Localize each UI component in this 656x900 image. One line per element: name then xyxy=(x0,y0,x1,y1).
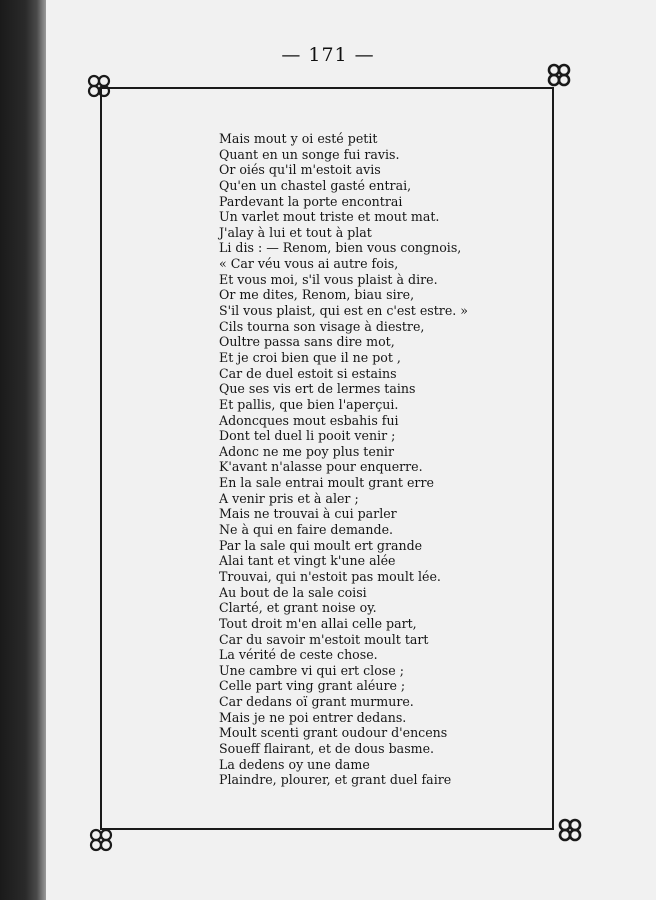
verse-line: La vérité de ceste chose. xyxy=(219,647,378,663)
verse-line: Tout droit m'en allai celle part, xyxy=(219,615,417,631)
verse-line: Au bout de la sale coisi xyxy=(219,584,367,600)
verse-line: Car de duel estoit si estains xyxy=(219,365,397,381)
verse-line: Mais ne trouvai à cui parler xyxy=(219,506,397,522)
verse-line: Clarté, et grant noise oy. xyxy=(219,600,377,616)
verse-line: Li dis : — Renom, bien vous congnois, xyxy=(219,240,462,256)
verse-line: A venir pris et à aler ; xyxy=(219,490,359,506)
verse-line: Or oiés qu'il m'estoit avis xyxy=(219,162,381,178)
verse-line: Soueff flairant, et de dous basme. xyxy=(219,740,435,756)
corner-ornament-top-right-icon xyxy=(546,62,572,88)
verse-line: Et vous moi, s'il vous plaist à dire. xyxy=(219,271,438,287)
verse-line: Que ses vis ert de lermes tains xyxy=(219,381,416,397)
verse-line: Un varlet mout triste et mout mat. xyxy=(219,209,440,225)
verse-line: Celle part ving grant aléure ; xyxy=(219,678,406,694)
verse-line: Quant en un songe fui ravis. xyxy=(219,146,400,162)
verse-line: Car du savoir m'estoit moult tart xyxy=(219,631,429,647)
verse-line: S'il vous plaist, qui est en c'est estre. » xyxy=(219,303,468,319)
verse-line: Or me dites, Renom, biau sire, xyxy=(219,287,415,303)
verse-line: Et pallis, que bien l'aperçui. xyxy=(219,396,399,412)
verse-line: Pardevant la porte encontrai xyxy=(219,193,403,209)
verse-line: Car dedans oï grant murmure. xyxy=(219,694,414,710)
verse-line: Une cambre vi qui ert close ; xyxy=(219,662,404,678)
verse-line: Adonc ne me poy plus tenir xyxy=(219,443,394,459)
page-number: — 171 — xyxy=(281,44,375,66)
verse-line: Trouvai, qui n'estoit pas moult lée. xyxy=(219,568,441,584)
verse-line: K'avant n'alasse pour enquerre. xyxy=(219,459,423,475)
corner-ornament-bottom-left-icon xyxy=(88,827,114,853)
verse-line: La dedens oy une dame xyxy=(219,756,370,772)
verse-line: J'alay à lui et tout à plat xyxy=(219,224,372,240)
verse-line: Cils tourna son visage à diestre, xyxy=(219,318,425,334)
verse-line: « Car véu vous ai autre fois, xyxy=(219,256,399,272)
verse-line: Moult scenti grant oudour d'encens xyxy=(219,725,448,741)
verse-line: Et je croi bien que il ne pot , xyxy=(219,349,401,365)
verse-line: Adoncques mout esbahis fui xyxy=(219,412,399,428)
verse-line: Mais mout y oi esté petit xyxy=(219,131,378,146)
verse-line: Par la sale qui moult ert grande xyxy=(219,537,423,553)
corner-ornament-top-left-icon xyxy=(86,73,112,99)
verse-line: Mais je ne poi entrer dedans. xyxy=(219,709,407,725)
book-spine-shadow xyxy=(0,0,46,900)
verse-line: Oultre passa sans dire mot, xyxy=(219,334,395,350)
verse-line: Dont tel duel li pooit venir ; xyxy=(219,428,396,444)
verse-line: Ne à qui en faire demande. xyxy=(219,522,394,538)
corner-ornament-bottom-right-icon xyxy=(557,817,583,843)
verse-line: Plaindre, plourer, et grant duel faire xyxy=(219,772,452,788)
poem-text-block xyxy=(219,131,519,788)
verse-line: En la sale entrai moult grant erre xyxy=(219,475,434,491)
verse-line: Qu'en un chastel gasté entrai, xyxy=(219,177,412,193)
verse-line: Alai tant et vingt k'une alée xyxy=(219,553,396,569)
